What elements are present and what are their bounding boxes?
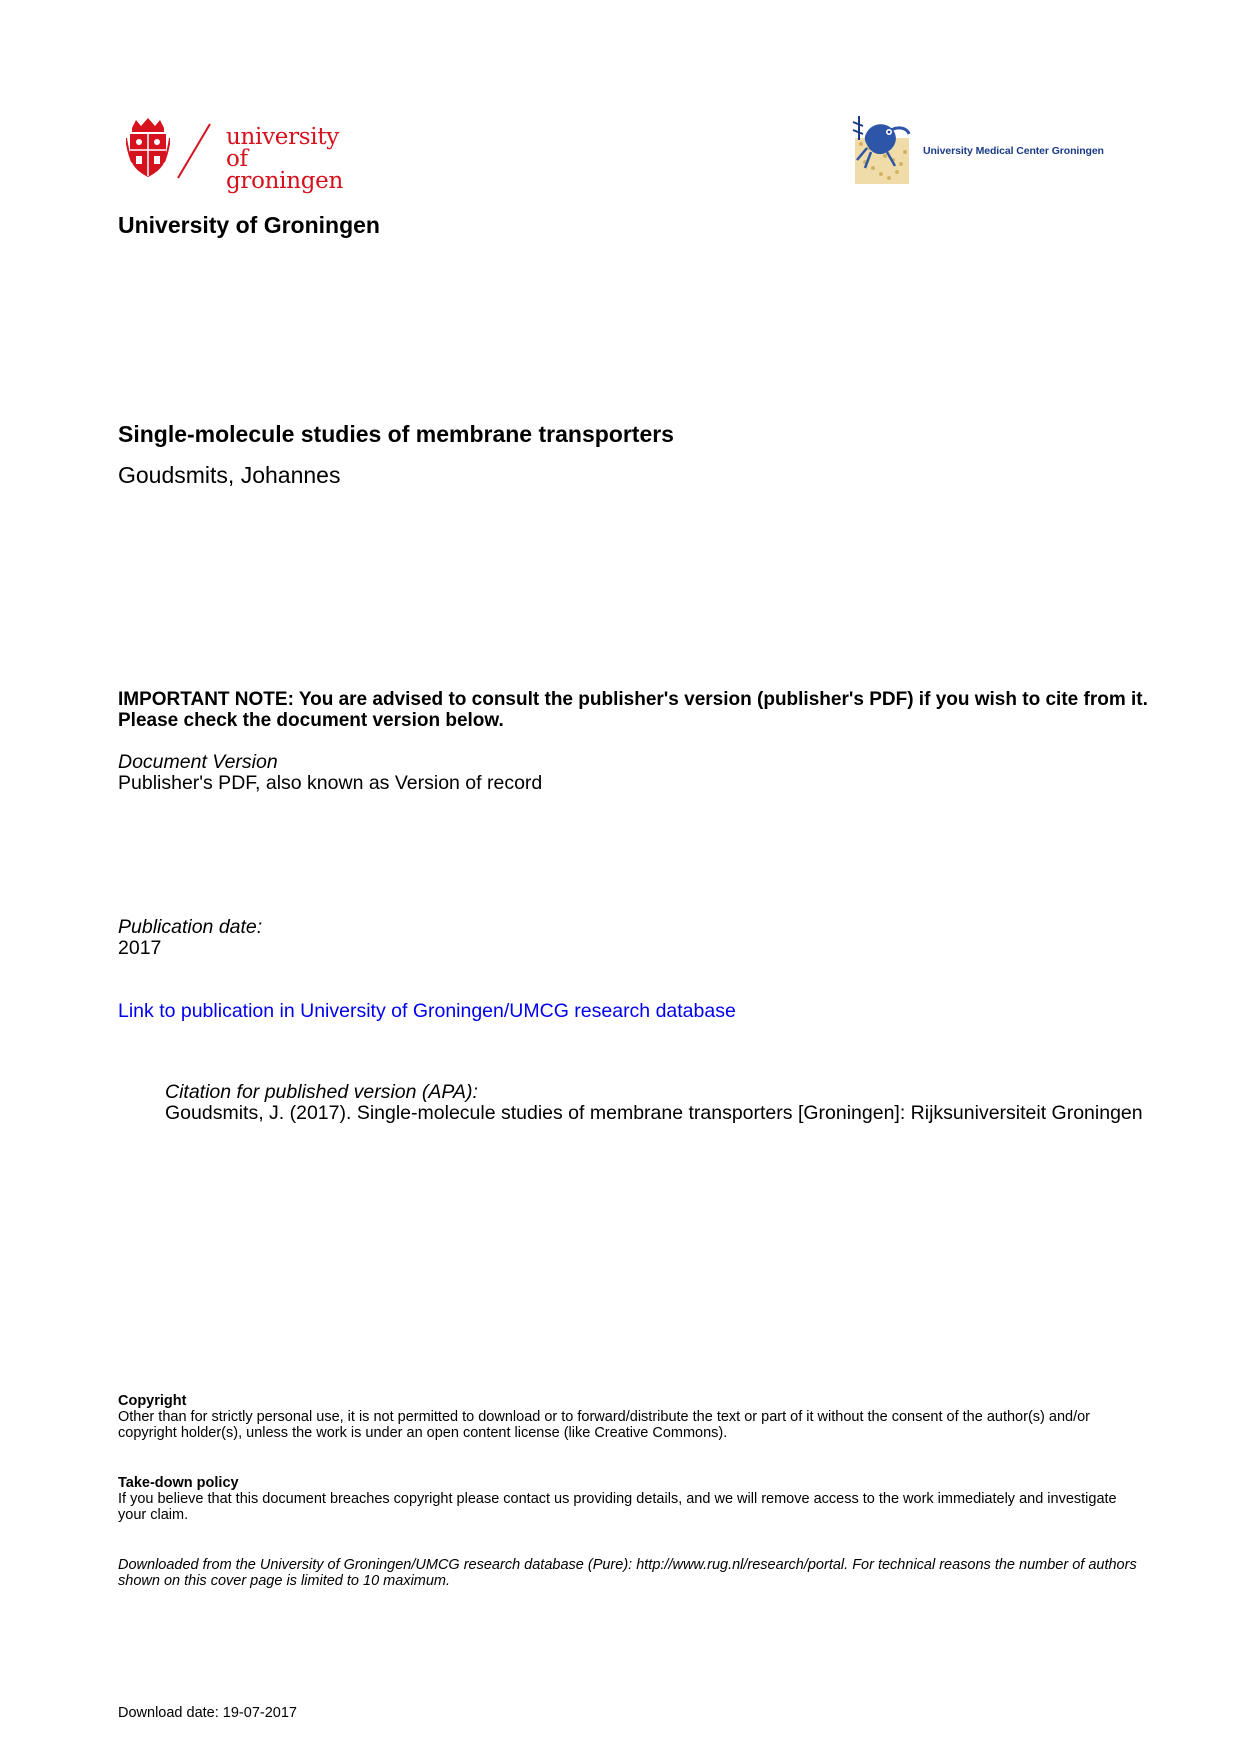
publication-author: Goudsmits, Johannes bbox=[118, 462, 341, 488]
copyright-text: Other than for strictly personal use, it is not permitted to download or to forward/distribute the text or part of it without the consent of the author(s) and/or copyright holder(s), unless the work is under an open content license (like Creative Commons). bbox=[118, 1409, 1090, 1441]
citation-label: Citation for published version (APA): bbox=[165, 1081, 478, 1103]
copyright-heading: Copyright bbox=[118, 1393, 187, 1409]
rug-wordmark-line1: university of bbox=[226, 124, 339, 172]
takedown-heading: Take-down policy bbox=[118, 1475, 239, 1491]
rug-wordmark-line2: groningen bbox=[226, 168, 343, 194]
umcg-tree-frog-icon bbox=[847, 112, 917, 188]
university-of-groningen-logo bbox=[126, 116, 366, 194]
citation-value: Goudsmits, J. (2017). Single-molecule studies of membrane transporters [Groningen]: Rijksuniversiteit Groningen bbox=[165, 1102, 1143, 1124]
institution-heading: University of Groningen bbox=[118, 212, 380, 238]
downloaded-from-note: Downloaded from the University of Groningen/UMCG research database (Pure): http://www.rug.nl/research/portal. For technical reasons the number of authors shown on this cover page is limited to 10 maximum. bbox=[118, 1557, 1137, 1589]
document-version-value: Publisher's PDF, also known as Version of record bbox=[118, 772, 543, 794]
publication-date-value: 2017 bbox=[118, 937, 162, 959]
umcg-logo bbox=[847, 112, 1127, 188]
download-date: Download date: 19-07-2017 bbox=[118, 1705, 297, 1721]
takedown-text: If you believe that this document breaches copyright please contact us providing details, and we will remove access to the work immediately and investigate your claim. bbox=[118, 1491, 1117, 1523]
publication-title: Single-molecule studies of membrane transporters bbox=[118, 421, 674, 447]
publication-link[interactable]: Link to publication in University of Groningen/UMCG research database bbox=[118, 1000, 736, 1022]
important-note: IMPORTANT NOTE: You are advised to consult the publisher's version (publisher's PDF) if you wish to cite from it. Please check the document version below. bbox=[118, 689, 1148, 731]
crest-icon bbox=[126, 118, 170, 178]
document-version-label: Document Version bbox=[118, 751, 278, 773]
umcg-wordmark: University Medical Center Groningen bbox=[923, 145, 1104, 157]
rug-wordmark bbox=[226, 126, 366, 192]
publication-date-label: Publication date: bbox=[118, 916, 263, 938]
slash-divider bbox=[176, 122, 212, 180]
